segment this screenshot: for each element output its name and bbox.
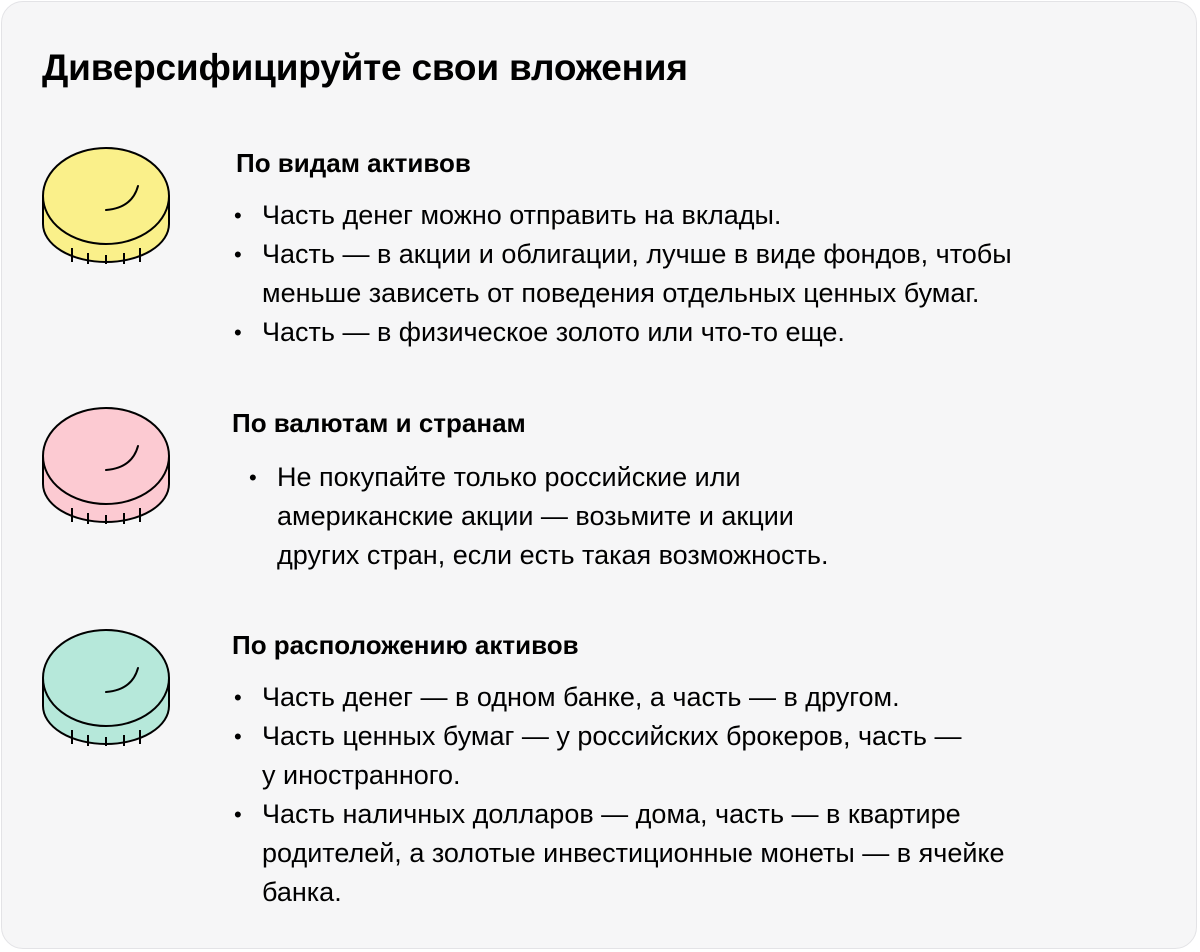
list-item: • Часть наличных долларов — дома, часть — в квартире родителей, а золотые инвестиционные монеты — в ячейке банка. <box>234 795 1005 912</box>
asset-types-list <box>234 196 1012 352</box>
list-item: • Часть — в акции и облигации, лучше в виде фондов, чтобы меньше зависеть от поведения отдельных ценных бумаг. <box>234 235 1012 313</box>
section-heading-asset-location: По расположению активов <box>232 630 579 660</box>
list-item: • Часть — в физическое золото или что-то еще. <box>234 313 1012 352</box>
page-title: Диверсифицируйте свои вложения <box>42 47 688 88</box>
list-item: • Часть ценных бумаг — у российских брокеров, часть — у иностранного. <box>234 717 1005 795</box>
coin-icon-mint <box>40 620 172 746</box>
list-item: • Не покупайте только российские или американские акции — возьмите и акции других стран, если есть такая возможность. <box>249 458 828 575</box>
coin-icon-pink <box>40 398 172 524</box>
asset-location-list <box>234 678 1005 912</box>
section-heading-currencies: По валютам и странам <box>232 408 526 438</box>
list-item: • Часть денег можно отправить на вклады. <box>234 196 1012 235</box>
currencies-list <box>249 458 828 575</box>
section-heading-asset-types: По видам активов <box>236 148 471 178</box>
info-card <box>1 1 1197 949</box>
coin-icon-yellow <box>40 138 172 264</box>
list-item: • Часть денег — в одном банке, а часть — в другом. <box>234 678 1005 717</box>
